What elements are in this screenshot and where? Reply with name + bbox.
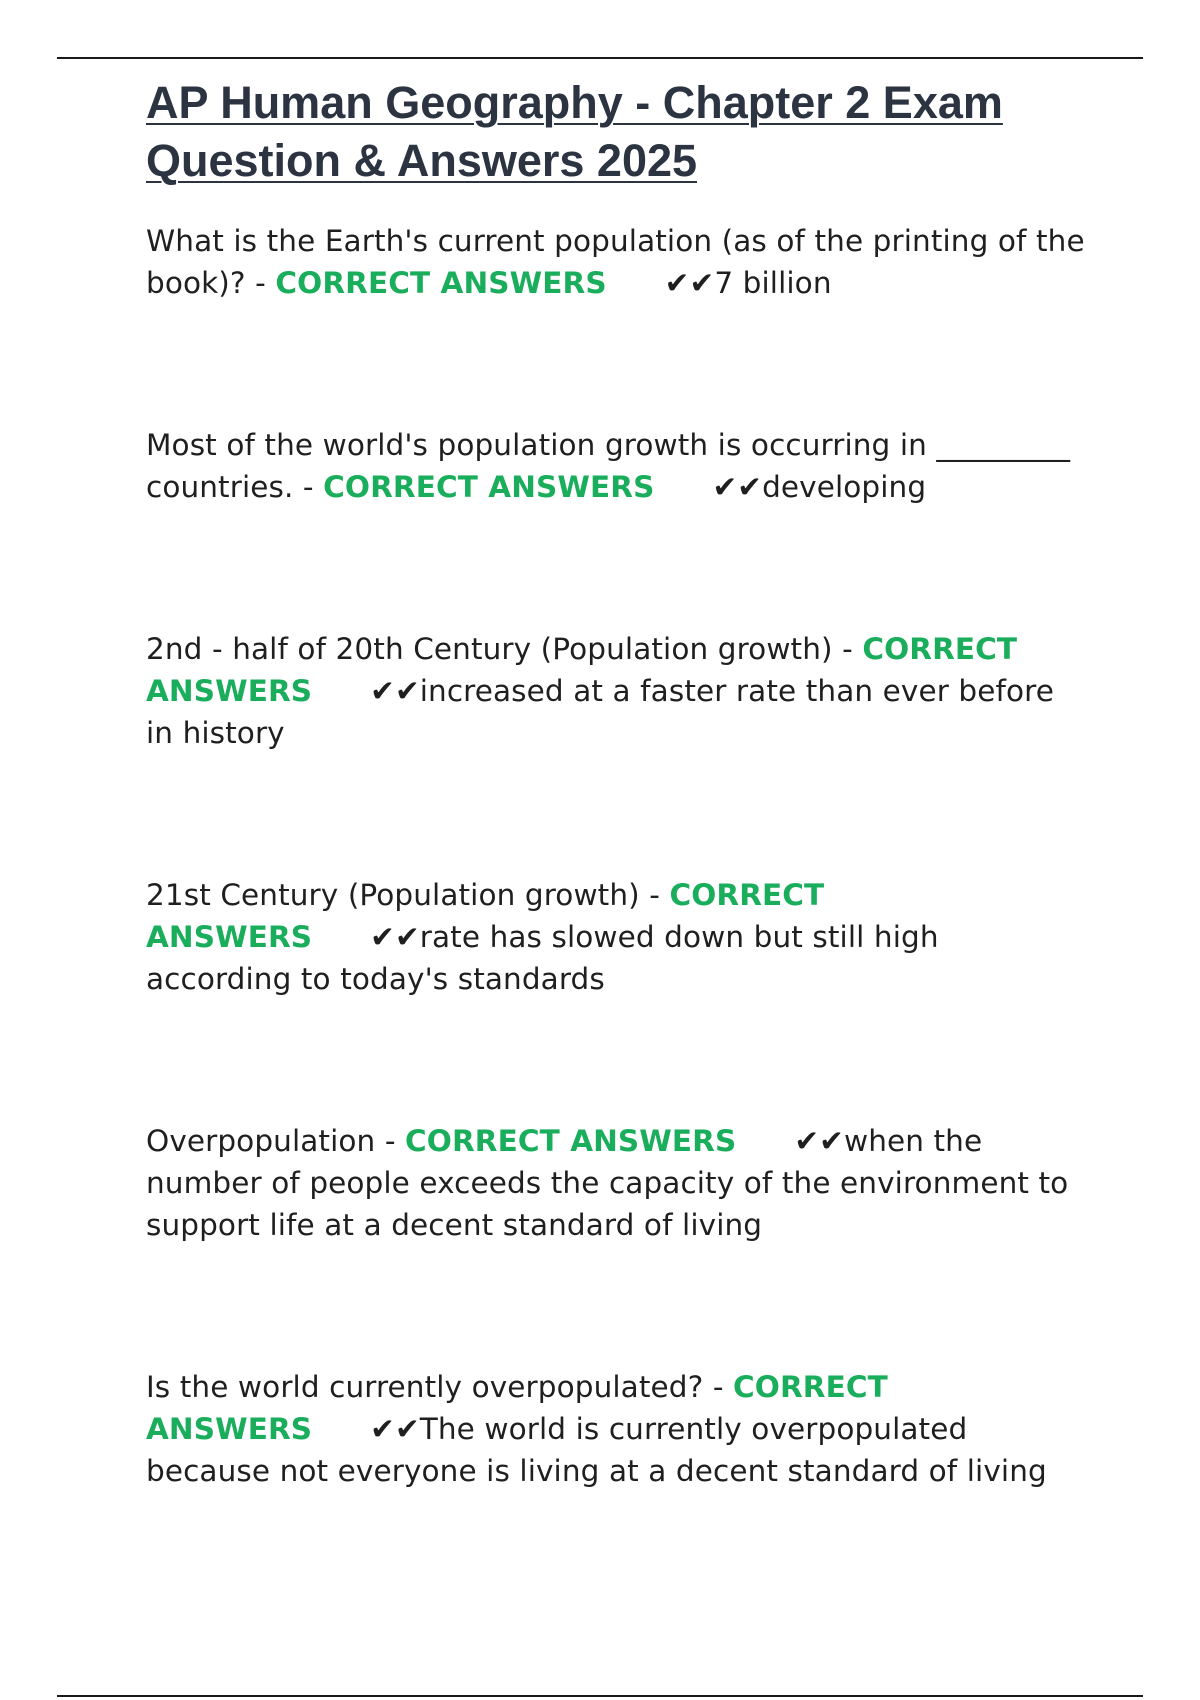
double-check-icon: ✔✔ (712, 470, 763, 504)
question-text: Is the world currently overpopulated? (146, 1370, 704, 1404)
answer-text: when the number of people exceeds the capacity of the environment to support life at a decent standard of living (146, 1124, 1069, 1242)
correct-answers-label: CORRECT ANSWERS (146, 1370, 888, 1446)
question-text: What is the Earth's current population (as of the printing of the book)? (146, 224, 1085, 300)
double-check-icon: ✔✔ (794, 1124, 844, 1158)
qa-item (146, 628, 1086, 754)
correct-answers-label: CORRECT ANSWERS (323, 470, 655, 504)
correct-answers-label: CORRECT ANSWERS (405, 1124, 737, 1158)
qa-item (146, 220, 1086, 304)
answer-text: 7 billion (714, 266, 832, 300)
qa-item (146, 424, 1086, 508)
answer-text: increased at a faster rate than ever before in history (146, 674, 1054, 750)
double-check-icon: ✔✔ (370, 674, 420, 708)
separator: - (245, 266, 276, 300)
qa-item (146, 1366, 1086, 1492)
question-text: 2nd - half of 20th Century (Population growth) (146, 632, 833, 666)
double-check-icon: ✔✔ (370, 920, 420, 954)
answer-text: developing (762, 470, 927, 504)
answer-text: rate has slowed down but still high according to today's standards (146, 920, 939, 996)
qa-item (146, 1120, 1086, 1246)
question-text: Overpopulation (146, 1124, 376, 1158)
double-check-icon: ✔✔ (370, 1412, 420, 1446)
separator: - (375, 1124, 406, 1158)
top-divider (57, 57, 1143, 59)
answer-text: The world is currently overpopulated because not everyone is living at a decent standard of living (146, 1412, 1047, 1488)
correct-answers-label: CORRECT ANSWERS (275, 266, 607, 300)
qa-item (146, 874, 1086, 1000)
document-body (146, 74, 1086, 1612)
correct-answers-label: CORRECT ANSWERS (146, 878, 825, 954)
correct-answers-label: CORRECT ANSWERS (146, 632, 1018, 708)
separator: - (832, 632, 863, 666)
double-check-icon: ✔✔ (664, 266, 715, 300)
separator: - (639, 878, 670, 912)
question-text: 21st Century (Population growth) (146, 878, 640, 912)
bottom-divider (57, 1695, 1143, 1697)
separator: - (293, 470, 324, 504)
document-title: AP Human Geography - Chapter 2 Exam Question & Answers 2025 (146, 77, 1003, 186)
separator: - (703, 1370, 734, 1404)
question-text: Most of the world's population growth is occurring in _________ countries. (146, 428, 1071, 504)
